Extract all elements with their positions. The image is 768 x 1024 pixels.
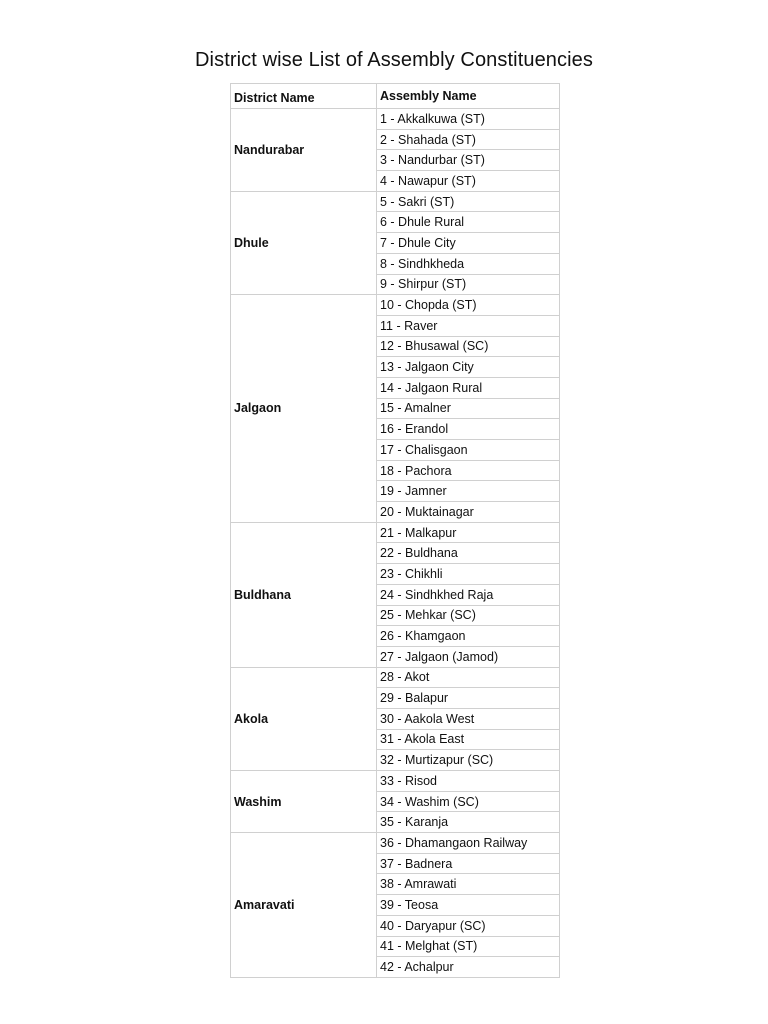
assembly-name-cell: 30 - Aakola West: [377, 708, 560, 729]
assembly-name-cell: 13 - Jalgaon City: [377, 357, 560, 378]
table-row: [231, 109, 560, 130]
assembly-name-header: Assembly Name: [377, 84, 560, 109]
assembly-name-cell: 16 - Erandol: [377, 419, 560, 440]
table-row: [231, 771, 560, 792]
assembly-name-cell: 41 - Melghat (ST): [377, 936, 560, 957]
assembly-name-cell: 28 - Akot: [377, 667, 560, 688]
assembly-name-cell: 2 - Shahada (ST): [377, 129, 560, 150]
assembly-name-cell: 7 - Dhule City: [377, 233, 560, 254]
assembly-name-cell: 36 - Dhamangaon Railway: [377, 833, 560, 854]
assembly-name-cell: 38 - Amrawati: [377, 874, 560, 895]
table-header-row: [231, 84, 560, 109]
district-name-cell: Buldhana: [231, 522, 377, 667]
assembly-name-cell: 14 - Jalgaon Rural: [377, 377, 560, 398]
district-name-cell: Amaravati: [231, 833, 377, 978]
table-row: [231, 833, 560, 854]
assembly-name-cell: 35 - Karanja: [377, 812, 560, 833]
district-name-cell: Washim: [231, 771, 377, 833]
constituency-table: [230, 83, 560, 978]
assembly-name-cell: 32 - Murtizapur (SC): [377, 750, 560, 771]
assembly-name-cell: 37 - Badnera: [377, 853, 560, 874]
assembly-name-cell: 12 - Bhusawal (SC): [377, 336, 560, 357]
table-body: [231, 109, 560, 978]
district-name-cell: Nandurabar: [231, 109, 377, 192]
assembly-name-cell: 10 - Chopda (ST): [377, 295, 560, 316]
assembly-name-cell: 31 - Akola East: [377, 729, 560, 750]
assembly-name-cell: 19 - Jamner: [377, 481, 560, 502]
assembly-name-cell: 1 - Akkalkuwa (ST): [377, 109, 560, 130]
assembly-name-cell: 3 - Nandurbar (ST): [377, 150, 560, 171]
table-row: [231, 667, 560, 688]
assembly-name-cell: 22 - Buldhana: [377, 543, 560, 564]
assembly-name-cell: 39 - Teosa: [377, 895, 560, 916]
assembly-name-cell: 25 - Mehkar (SC): [377, 605, 560, 626]
table-row: [231, 522, 560, 543]
assembly-name-cell: 33 - Risod: [377, 771, 560, 792]
assembly-name-cell: 18 - Pachora: [377, 460, 560, 481]
assembly-name-cell: 21 - Malkapur: [377, 522, 560, 543]
assembly-name-cell: 8 - Sindhkheda: [377, 253, 560, 274]
assembly-name-cell: 5 - Sakri (ST): [377, 191, 560, 212]
assembly-name-cell: 34 - Washim (SC): [377, 791, 560, 812]
assembly-name-cell: 27 - Jalgaon (Jamod): [377, 646, 560, 667]
table-row: [231, 295, 560, 316]
constituency-table-container: [230, 83, 559, 978]
assembly-name-cell: 17 - Chalisgaon: [377, 440, 560, 461]
assembly-name-cell: 9 - Shirpur (ST): [377, 274, 560, 295]
district-name-cell: Jalgaon: [231, 295, 377, 523]
district-name-cell: Dhule: [231, 191, 377, 294]
assembly-name-cell: 15 - Amalner: [377, 398, 560, 419]
assembly-name-cell: 26 - Khamgaon: [377, 626, 560, 647]
district-name-cell: Akola: [231, 667, 377, 770]
assembly-name-cell: 40 - Daryapur (SC): [377, 915, 560, 936]
table-row: [231, 191, 560, 212]
assembly-name-cell: 24 - Sindhkhed Raja: [377, 584, 560, 605]
assembly-name-cell: 11 - Raver: [377, 315, 560, 336]
assembly-name-cell: 6 - Dhule Rural: [377, 212, 560, 233]
assembly-name-cell: 20 - Muktainagar: [377, 502, 560, 523]
assembly-name-cell: 29 - Balapur: [377, 688, 560, 709]
district-name-header: District Name: [231, 84, 377, 109]
assembly-name-cell: 23 - Chikhli: [377, 564, 560, 585]
page-title: District wise List of Assembly Constituencies: [195, 49, 593, 71]
assembly-name-cell: 42 - Achalpur: [377, 957, 560, 978]
assembly-name-cell: 4 - Nawapur (ST): [377, 171, 560, 192]
